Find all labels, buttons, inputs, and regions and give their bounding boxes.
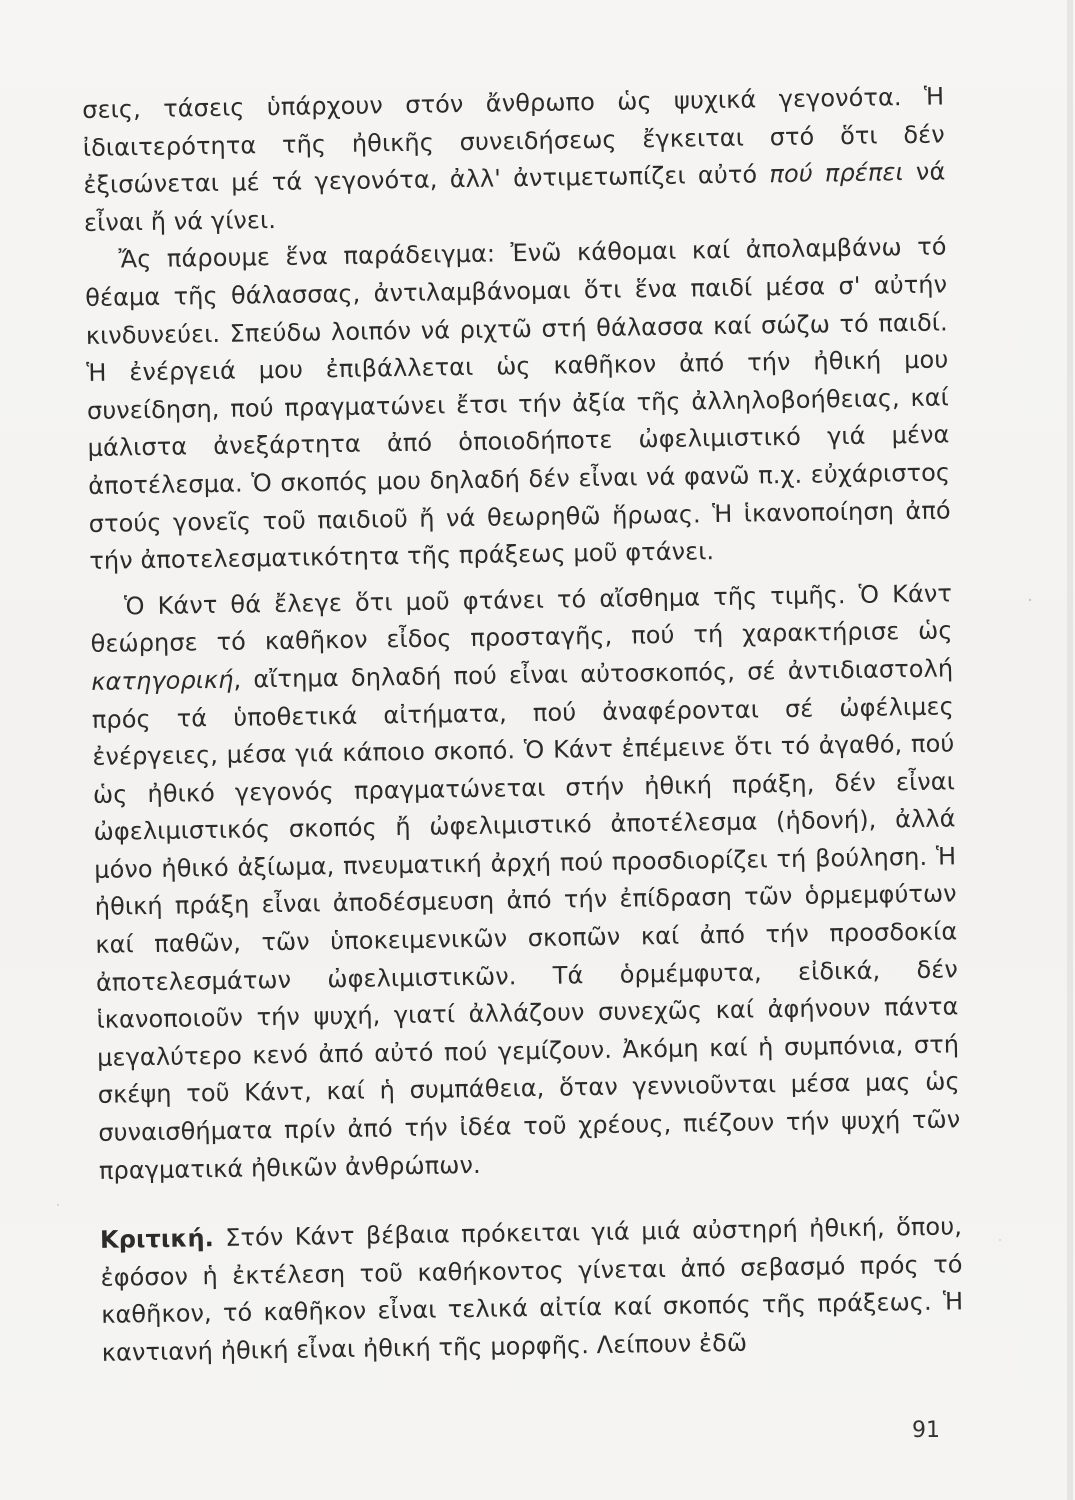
section-heading-critique: Κριτική. (99, 1224, 215, 1255)
paragraph-1-text: σεις, τάσεις ὑπάρχουν στόν ἄνθρωπο ὡς ψυχικά γεγονότα. Ἡ ἰδιαιτερότητα τῆς ἠθικῆς συνειδήσεως ἔγκειται στό ὅτι δέν ἐξισώνεται μέ τά γεγονότα, ἀλλ' ἀντιμετωπίζει αὐτό (82, 82, 945, 200)
page-number: 91 (912, 1418, 940, 1443)
paragraph-4-text: Στόν Κάντ βέβαια πρόκειται γιά μιά αὐστηρή ἠθική, ὅπου, ἐφόσον ἡ ἐκτέλεση τοῦ καθήκοντος γίνεται ἀπό σεβασμό πρός τό καθῆκον, τό καθῆκον εἶναι τελικά αἰτία καί σκοπός τῆς πράξεως. Ἡ καντιανή ἠθική εἶναι ἠθική τῆς μορφῆς. Λείπουν ἐδῶ (100, 1212, 964, 1367)
paragraph-4 (100, 1209, 964, 1373)
paragraph-1 (82, 78, 946, 242)
paper-speck (1029, 599, 1031, 601)
paragraph-3-end: , αἴτημα δηλαδή πού εἶναι αὐτοσκοπός, σέ ἀντιδιαστολή πρός τά ὑποθετικά αἰτήματα, πού ἀναφέρονται σέ ὠφέλιμες ἐνέργειες, μέσα γιά κάποιο σκοπό. Ὁ Κάντ ἐπέμεινε ὅτι τό ἀγαθό, πού ὡς ἠθικό γεγονός πραγματώνεται στήν ἠθική πράξη, δέν εἶναι ὠφελιμιστικός σκοπός ἤ ὠφελιμιστικό ἀποτέλεσμα (ἡδονή), ἀλλά μόνο ἠθικό ἀξίωμα, πνευματική ἀρχή πού προσδιορίζει τή βούληση. Ἡ ἠθική πράξη εἶναι ἀποδέσμευση ἀπό τήν ἐπίδραση τῶν ὁρμεμφύτων καί παθῶν, τῶν ὑποκειμενικῶν σκοπῶν καί ἀπό τήν προσδοκία ἀποτελεσμάτων ὠφελιμιστικῶν. Τά ὁρμέμφυτα, εἰδικά, δέν ἱκανοποιοῦν τήν ψυχή, γιατί ἀλλάζουν συνεχῶς καί ἀφήνουν πάντα μεγαλύτερο κενό ἀπό αὐτό πού γεμίζουν. Ἀκόμη καί ἡ συμπόνια, στή σκέψη τοῦ Κάντ, καί ἡ συμπάθεια, ὅταν γεννιοῦνται μέσα μας ὡς συναισθήματα πρίν ἀπό τήν ἰδέα τοῦ χρέους, πιέζουν τήν ψυχή τῶν πραγματικά ἠθικῶν ἀνθρώπων. (91, 654, 961, 1185)
paragraph-3-start: Ὁ Κάντ θά ἔλεγε ὅτι μοῦ φτάνει τό αἴσθημα τῆς τιμῆς. Ὁ Κάντ θεώρησε τό καθῆκον εἶδος προσταγῆς, πού τή χαρακτήρισε ὡς (90, 579, 953, 659)
body-text (82, 78, 964, 1372)
paragraph-3-emphasis: κατηγορική (91, 665, 234, 696)
paragraph-3 (90, 575, 961, 1190)
paragraph-2: Ἄς πάρουμε ἕνα παράδειγμα: Ἐνῶ κάθομαι καί ἀπολαμβάνω τό θέαμα τῆς θάλασσας, ἀντιλαμβάνομαι ὅτι ἕνα παιδί μέσα σ' αὐτήν κινδυνεύει. Σπεύδω λοιπόν νά ριχτῶ στή θάλασσα καί σώζω τό παιδί. Ἡ ἐνέργειά μου ἐπιβάλλεται ὡς καθῆκον ἀπό τήν ἠθική μου συνείδηση, πού πραγματώνει ἔτσι τήν ἀξία τῆς ἀλληλοβοήθειας, καί μάλιστα ἀνεξάρτητα ἀπό ὁποιοδήποτε ὠφελιμιστικό γιά μένα ἀποτέλεσμα. Ὁ σκοπός μου δηλαδή δέν εἶναι νά φανῶ π.χ. εὐχάριστος στούς γονεῖς τοῦ παιδιοῦ ἤ νά θεωρηθῶ ἥρωας. Ἡ ἱκανοποίηση ἀπό τήν ἀποτελεσματικότητα τῆς πράξεως μοῦ φτάνει. (85, 232, 951, 576)
paragraph-1-emphasis: πού πρέπει (769, 158, 904, 189)
paper-speck (999, 1239, 1001, 1241)
paragraph-1-end: νά εἶναι ἤ νά γίνει. (83, 157, 946, 237)
paper-speck (57, 1204, 59, 1206)
